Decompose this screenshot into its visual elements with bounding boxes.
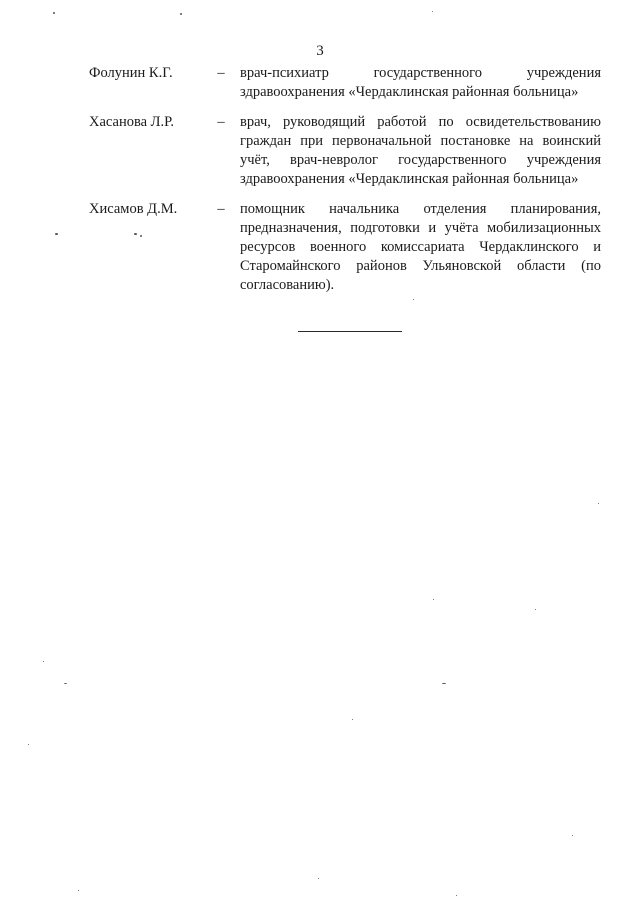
scan-speck (442, 683, 446, 684)
scan-speck (433, 599, 434, 600)
end-separator-line (298, 331, 402, 332)
scan-speck (64, 683, 67, 684)
dash-separator: – (217, 114, 225, 130)
scan-speck (572, 835, 573, 836)
scan-speck (535, 609, 536, 610)
scan-speck (134, 233, 137, 235)
scan-speck (456, 895, 457, 896)
scan-speck (318, 878, 319, 879)
scan-speck (432, 11, 433, 12)
scan-speck (180, 13, 182, 15)
member-name: Фолунин К.Г. (89, 65, 173, 81)
scan-speck (598, 503, 599, 504)
dash-separator: – (217, 201, 225, 217)
page-number: 3 (316, 43, 324, 59)
scan-speck (140, 235, 142, 237)
member-description: врач, руководящий работой по освидетельствованию граждан при первоначальной постановке на воинский учёт, врач-невролог государственного учреждения здравоохранения «Чердаклинская районная больница» (240, 114, 601, 187)
member-description: помощник начальника отделения планирования, предназначения, подготовки и учёта мобилизационных ресурсов военного комиссариата Чердаклинского и Старомайнского районов Ульяновской области (по согласованию). (240, 201, 601, 293)
scan-speck (43, 661, 44, 662)
scan-speck (55, 233, 58, 235)
list-item (0, 200, 640, 295)
scan-speck (28, 744, 29, 745)
scan-speck (53, 12, 55, 14)
scan-speck (78, 890, 79, 891)
dash-separator: – (217, 65, 225, 81)
member-name: Хисамов Д.М. (89, 201, 178, 217)
list-item (0, 64, 640, 102)
list-item (0, 113, 640, 189)
scan-speck (352, 719, 353, 720)
member-description: врач-психиатр государственного учреждения здравоохранения «Чердаклинская районная больница» (240, 65, 601, 100)
member-name: Хасанова Л.Р. (89, 114, 175, 130)
member-list (0, 64, 640, 306)
scan-speck (413, 299, 414, 300)
